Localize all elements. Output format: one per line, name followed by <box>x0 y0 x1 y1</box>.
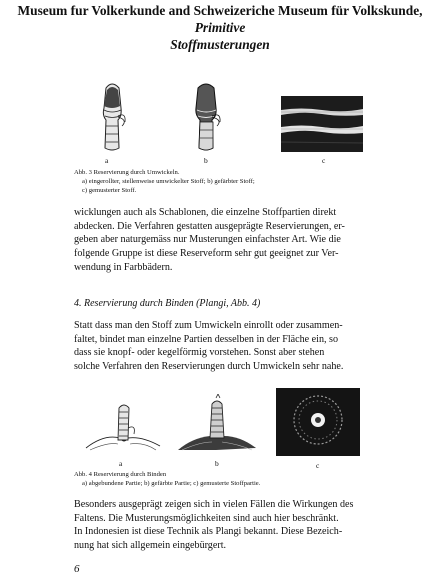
paragraph-2-line: solche Verfahren den Reservierungen durch Umwickeln sehr nahe. <box>74 361 344 373</box>
paragraph-3 <box>74 498 374 553</box>
paragraph-2 <box>74 319 372 374</box>
fig3-caption-title: Abb. 3 Reservierung durch Umwickeln. <box>74 169 180 176</box>
page-number: 6 <box>74 563 80 575</box>
fig3-caption-line2: a) eingerollter, stellenweise umwickelter Stoff; b) gefärbter Stoff; <box>82 178 255 185</box>
running-header <box>8 2 432 53</box>
paragraph-1-line: wicklungen auch als Schablonen, die einzelne Stoffpartien direkt <box>74 207 337 218</box>
fig4-c-patterned-cloth-photo <box>276 388 360 456</box>
fig4-label-c: c <box>316 461 320 470</box>
fig3-caption-line3: c) gemusterter Stoff. <box>82 187 137 194</box>
fig3-label-b: b <box>204 156 208 165</box>
paragraph-1-line: geben aber naturgemäss nur Musterungen einfachster Art. Wie die <box>74 234 341 246</box>
paragraph-3-line: Faltens. Die Musterungsmöglichkeiten sind auch hier beschränkt. <box>74 512 339 524</box>
fig3-b-dyed-cloth-illustration <box>185 82 227 152</box>
fig4-a-bound-cloth-illustration <box>84 398 162 452</box>
fig4-caption <box>74 470 260 488</box>
fig4-caption-title: Abb. 4 Reservierung durch Binden <box>74 471 167 478</box>
fig3-label-a: a <box>105 156 109 165</box>
paragraph-2-line: Statt dass man den Stoff zum Umwickeln einrollt oder zusammen- <box>74 320 343 331</box>
paragraph-1-line: abdecken. Die Verfahren gestatten ausgeprägte Reservierungen, er- <box>74 220 345 232</box>
paragraph-1 <box>74 206 372 275</box>
paragraph-3-line: nung hat sich allgemein eingebürgert. <box>74 540 227 552</box>
fig3-label-c: c <box>322 156 326 165</box>
fig4-caption-line2: a) abgebundene Partie; b) gefärbte Partie; c) gemusterte Stoffpartie. <box>82 480 261 487</box>
section-heading: 4. Reservierung durch Binden (Plangi, Abb. 4) <box>74 298 261 309</box>
header-line1: Museum fur Volkerkunde and Schweizeriche Museum für Volkskunde, <box>17 3 423 18</box>
paragraph-2-line: faltet, bindet man einzelne Partien desselben in der Fläche ein, so <box>74 333 339 345</box>
fig3-a-wrapped-cloth-illustration <box>92 82 132 152</box>
fig3-caption <box>74 168 255 195</box>
fig4-b-dyed-bound-cloth-illustration <box>176 394 258 454</box>
header-line2: Stoffmusterungen <box>170 37 270 52</box>
paragraph-1-line: wendung in Farbbädern. <box>74 261 173 273</box>
fig4-label-a: a <box>119 459 123 468</box>
paragraph-1-line: folgende Gruppe ist diese Reserveform sehr gut geeignet zur Ver- <box>74 248 339 260</box>
fig3-c-patterned-cloth-photo <box>281 96 363 152</box>
paragraph-3-line: Besonders ausgeprägt zeigen sich in vielen Fällen die Wirkungen des <box>74 499 354 510</box>
paragraph-2-line: dass sie knopf- oder kegelförmig vorstehen. Sonst aber stehen <box>74 347 325 359</box>
header-line1-italic: Primitive <box>194 20 246 35</box>
fig4-label-b: b <box>215 459 219 468</box>
paragraph-3-line: In Indonesien ist diese Technik als Plangi bekannt. Diese Bezeich- <box>74 526 343 538</box>
